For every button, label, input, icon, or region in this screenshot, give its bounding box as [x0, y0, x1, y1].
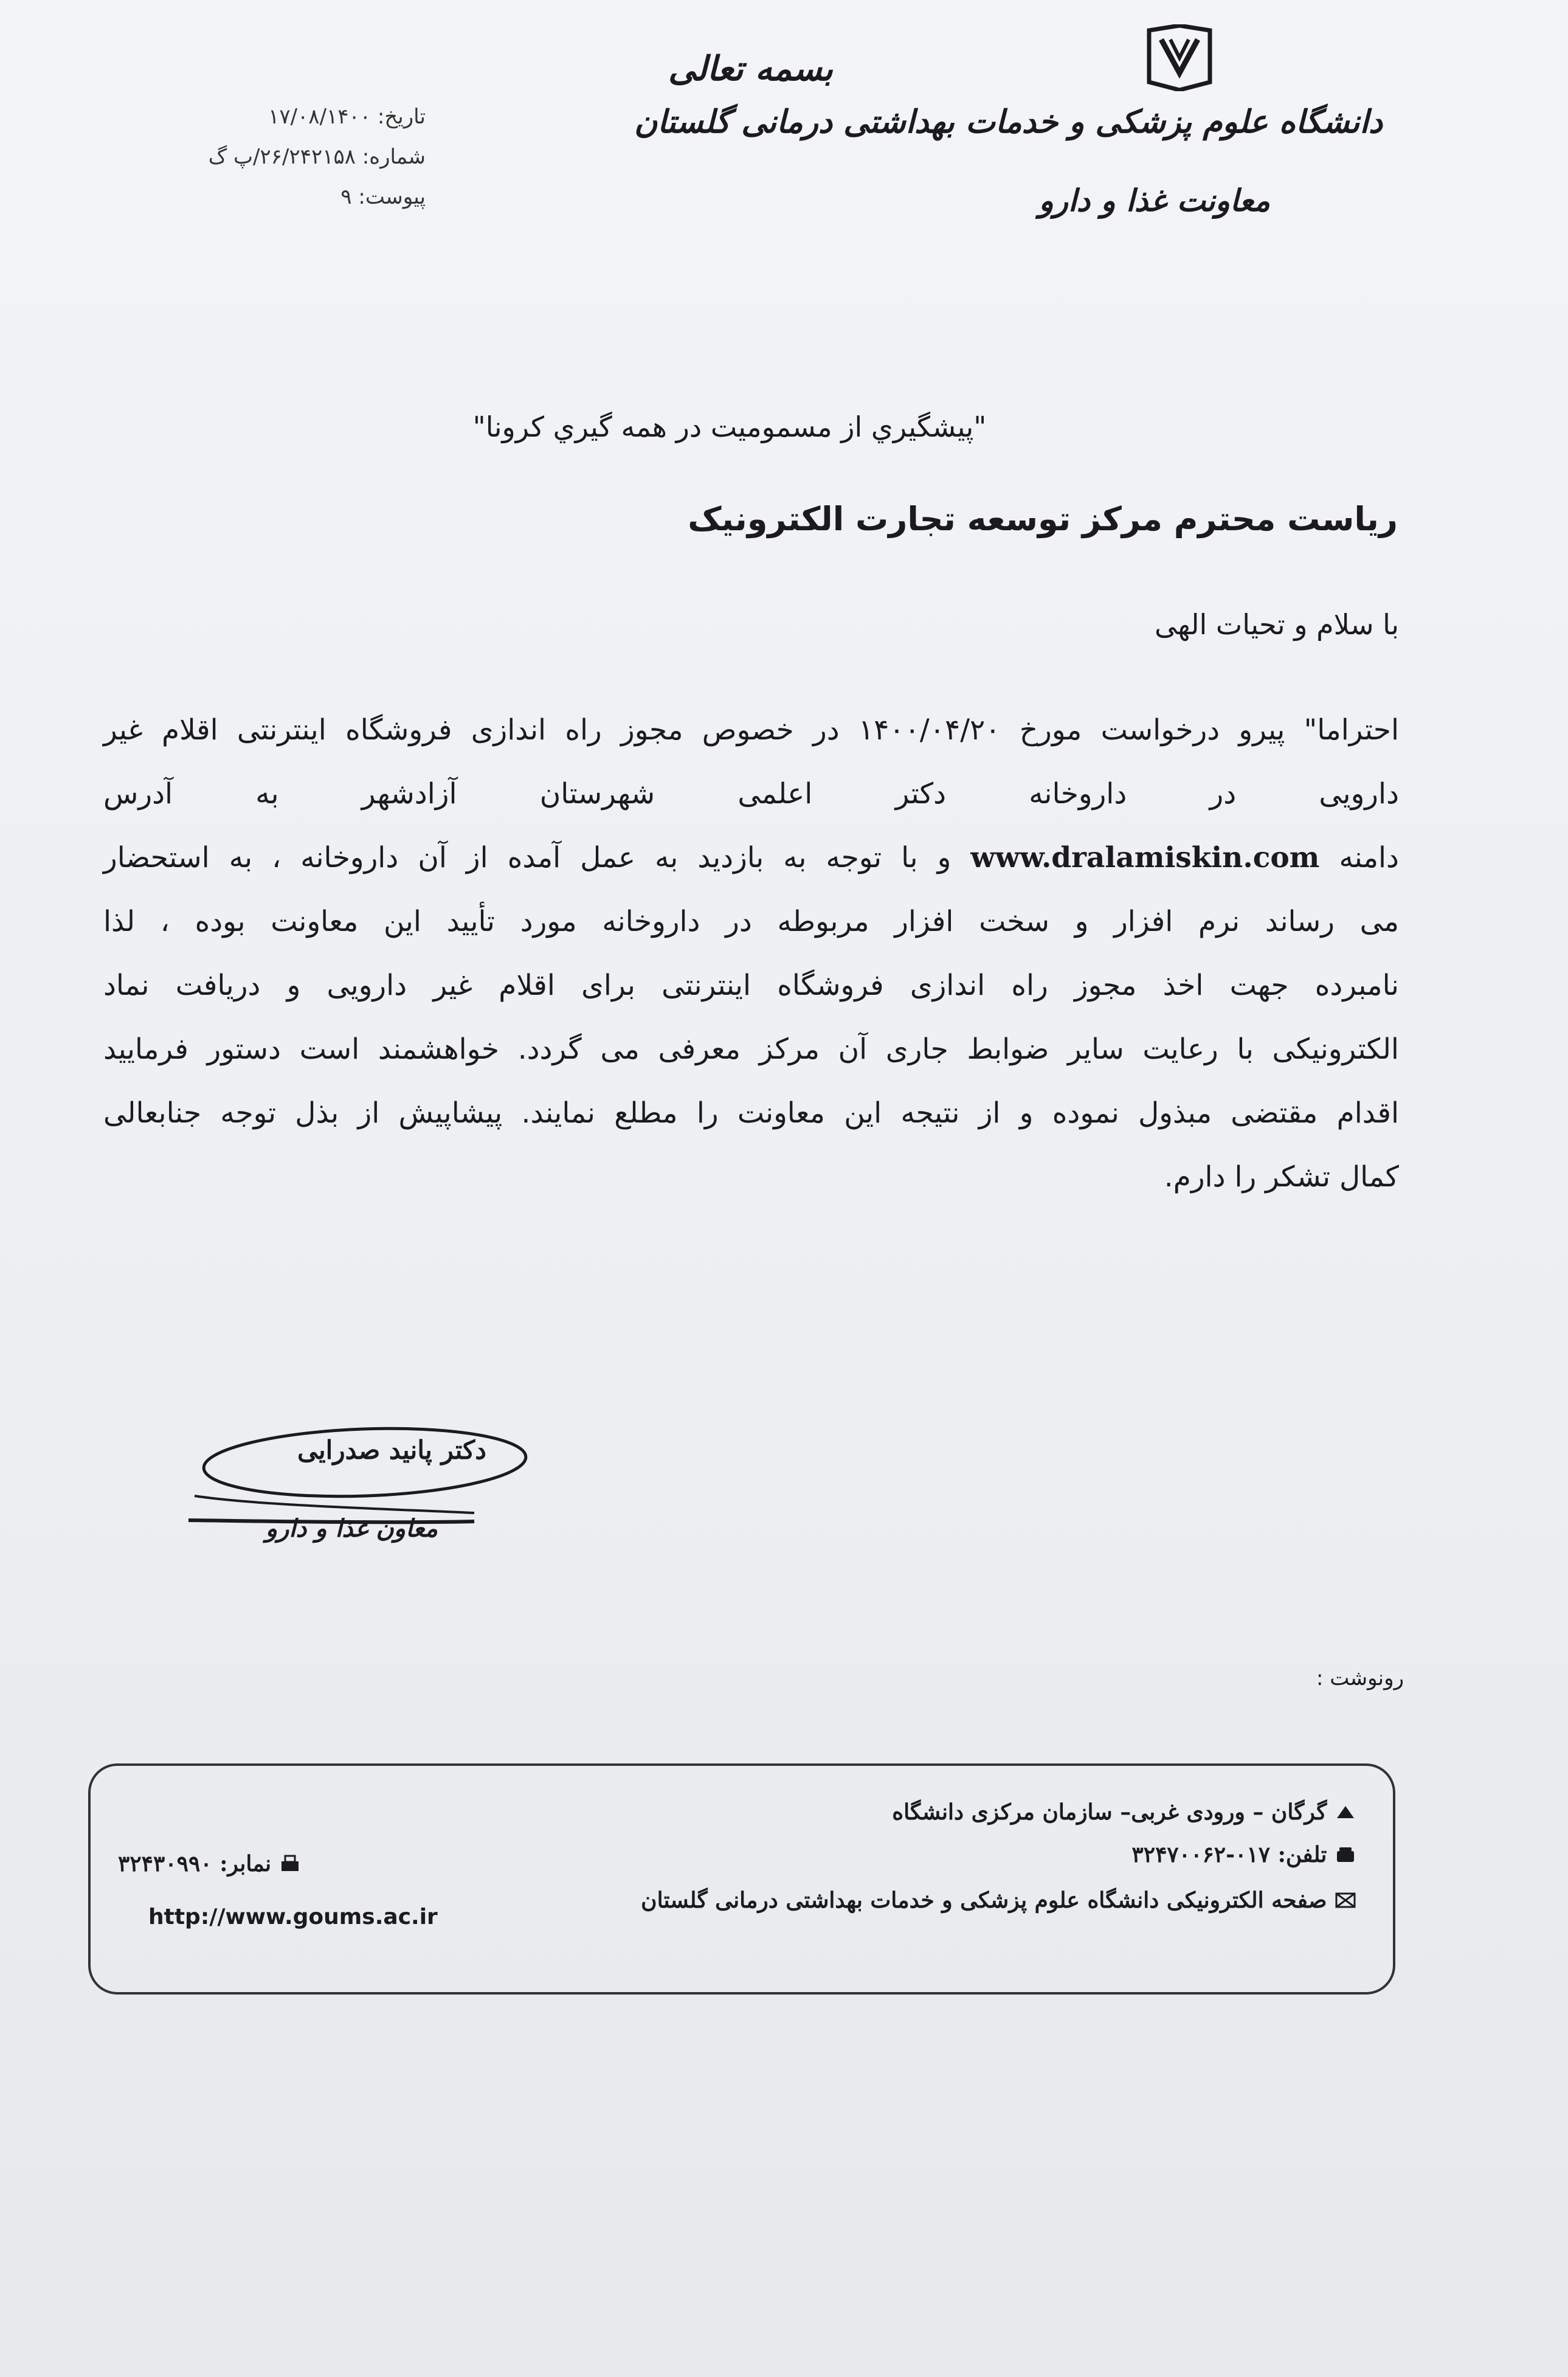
- body-line: اقدام مقتضی مبذول نموده و از نتیجه این معاونت را مطلع نمایند. پیشاپیش از بذل توجه جنابعالی: [103, 1096, 1399, 1130]
- body-line: کمال تشکر را دارم.: [1164, 1160, 1399, 1194]
- footer-web: [444, 1887, 1356, 1913]
- phone-icon: [1335, 1845, 1356, 1864]
- greeting: با سلام و تحیات الهی: [1154, 608, 1399, 641]
- university-name: دانشگاه علوم پزشکی و خدمات بهداشتی درمانی گلستان: [634, 103, 1383, 140]
- location-icon: [1335, 1802, 1356, 1822]
- body-line: [103, 826, 1399, 890]
- signatory-name: دکتر پانید صدرایی: [297, 1435, 486, 1465]
- recipient-heading: ریاست محترم مرکز توسعه تجارت الکترونیک: [688, 500, 1398, 538]
- footer-phone-text: تلفن: ۰۱۷-۳۲۴۷۰۰۶۲: [1131, 1842, 1327, 1867]
- signature-block: [182, 1417, 547, 1557]
- basmala-heading: بسمه تعالی: [668, 49, 833, 89]
- footer-address-text: گرگان – ورودی غربی– سازمان مرکزی دانشگاه: [892, 1799, 1327, 1825]
- slogan: "پیشگيري از مسموميت در همه گيري كرونا": [472, 410, 987, 443]
- fax-icon: [279, 1854, 301, 1874]
- deputy-name: معاونت غذا و دارو: [1038, 182, 1270, 218]
- body-line: دارویی در داروخانه دکتر اعلمی شهرستان آزادشهر به آدرس: [103, 777, 1399, 811]
- footer-url[interactable]: http://www.goums.ac.ir: [148, 1905, 438, 1929]
- footer-box: [88, 1763, 1395, 1995]
- footer-address: [505, 1799, 1356, 1825]
- body-line: احتراما" پیرو درخواست مورخ ۱۴۰۰/۰۴/۲۰ در خصوص مجوز راه اندازی فروشگاه اینترنتی اقلام غیر: [103, 713, 1400, 747]
- cc-label: رونوشت :: [1316, 1666, 1404, 1690]
- footer-fax-text: نمابر: ۳۲۴۳۰۹۹۰: [118, 1851, 272, 1877]
- body-line: الکترونیکی با رعایت سایر ضوابط جاری آن مرکز معرفی می گردد. خواهشمند است دستور فرمایید: [103, 1033, 1399, 1066]
- university-logo-icon: [1143, 24, 1216, 91]
- footer-fax: [118, 1851, 422, 1877]
- footer-web-label: صفحه الکترونیکی دانشگاه علوم پزشکی و خدمات بهداشتی درمانی گلستان: [641, 1887, 1327, 1913]
- footer-phone: [809, 1842, 1356, 1867]
- letter-number: شماره: ۲۶/۲۴۲۱۵۸/پ گ: [208, 145, 426, 169]
- letter-date: تاریخ: ۱۷/۰۸/۱۴۰۰: [268, 105, 426, 129]
- pharmacy-website-link[interactable]: www.dralamiskin.com: [970, 841, 1320, 874]
- letter-body: [103, 698, 1399, 1209]
- body-text: و با توجه به بازدید به عمل آمده از آن داروخانه ، به استحضار: [103, 841, 952, 874]
- body-text: دامنه: [1339, 841, 1399, 874]
- body-line: می رساند نرم افزار و سخت افزار مربوطه در داروخانه مورد تأیید این معاونت بوده ، لذا: [103, 905, 1399, 938]
- mail-icon: [1335, 1891, 1356, 1910]
- signatory-title: معاون غذا و دارو: [265, 1514, 438, 1543]
- body-line: نامبرده جهت اخذ مجوز راه اندازی فروشگاه اینترنتی برای اقلام غیر دارویی و دریافت نماد: [103, 969, 1399, 1002]
- letter-attachment: پیوست: ۹: [340, 185, 426, 209]
